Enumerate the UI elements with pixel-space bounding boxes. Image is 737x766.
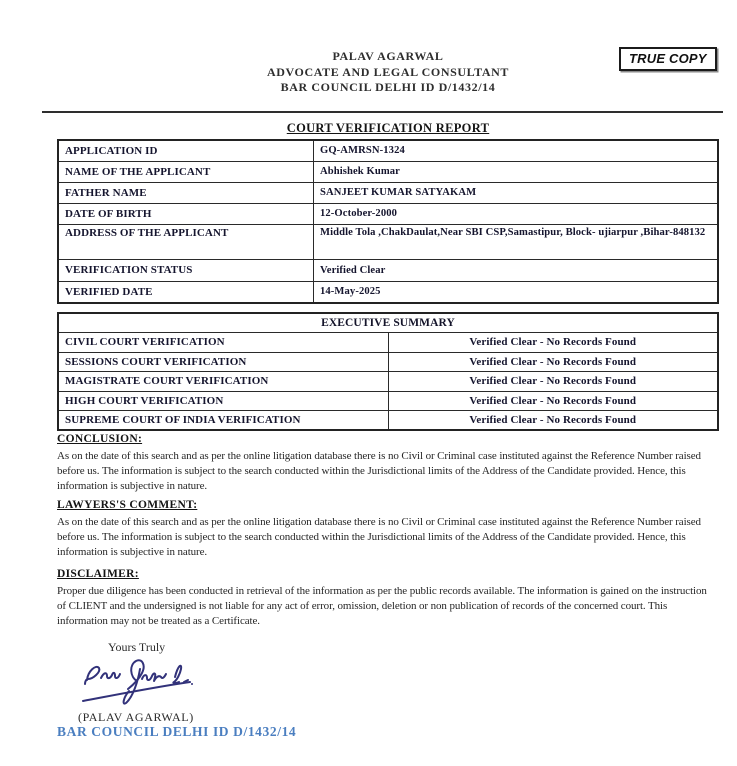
- executive-summary-title: EXECUTIVE SUMMARY: [58, 313, 718, 333]
- summary-value: Verified Clear - No Records Found: [388, 391, 718, 411]
- table-row: [58, 281, 718, 303]
- applicant-details-table: [57, 139, 719, 304]
- table-row: [58, 352, 718, 372]
- table-row: [58, 161, 718, 182]
- letterhead-role: ADVOCATE AND LEGAL CONSULTANT: [267, 64, 509, 79]
- summary-label: SESSIONS COURT VERIFICATION: [58, 352, 388, 372]
- table-row: [58, 372, 718, 392]
- table-row: [58, 224, 718, 259]
- section-lawyers-comment: [57, 499, 710, 560]
- section-heading: CONCLUSION:: [57, 433, 143, 445]
- section-disclaimer: [57, 568, 710, 629]
- section-body: As on the date of this search and as per the online litigation database there is no Civil or Criminal case instituted against the Reference Number raised before us. The information is subject to the search conducted within the Jurisdictional limits of the Address of the Candidate provided. Hence, this information is subjective in nature.: [57, 450, 701, 492]
- detail-value: Middle Tola ,ChakDaulat,Near SBI CSP,Samastipur, Block- ujiarpur ,Bihar-848132: [314, 224, 719, 259]
- detail-value: 12-October-2000: [314, 203, 719, 224]
- detail-value: Verified Clear: [314, 259, 719, 281]
- letterhead-name: PALAV AGARWAL: [332, 49, 444, 63]
- detail-value: Abhishek Kumar: [314, 161, 719, 182]
- detail-label: VERIFICATION STATUS: [58, 259, 314, 281]
- table-row: [58, 259, 718, 281]
- summary-label: SUPREME COURT OF INDIA VERIFICATION: [58, 411, 388, 431]
- detail-label: FATHER NAME: [58, 182, 314, 203]
- summary-label: MAGISTRATE COURT VERIFICATION: [58, 372, 388, 392]
- section-body: Proper due diligence has been conducted in retrieval of the information as per the public records available. The information is gained on the instruction of CLIENT and the undersigned is not liable for any act of error, omission, deletion or non publication of records of the concerned court. This information may not be treated as a Certificate.: [57, 585, 707, 627]
- detail-value: GQ-AMRSN-1324: [314, 140, 719, 161]
- section-heading: LAWYERS'S COMMENT:: [57, 499, 198, 511]
- detail-label: VERIFIED DATE: [58, 281, 314, 303]
- section-conclusion: [57, 433, 710, 494]
- executive-summary-table: [57, 312, 719, 431]
- handwritten-signature-icon: [80, 655, 200, 709]
- table-row: [58, 391, 718, 411]
- table-row: [58, 333, 718, 353]
- bar-council-id-line: BAR COUNCIL DELHI ID D/1432/14: [57, 724, 297, 739]
- signer-name: (PALAV AGARWAL): [78, 710, 194, 724]
- letterhead-bar-id: BAR COUNCIL DELHI ID D/1432/14: [280, 80, 496, 94]
- summary-value: Verified Clear - No Records Found: [388, 352, 718, 372]
- table-row: [58, 182, 718, 203]
- table-row: [58, 203, 718, 224]
- header-divider-rule: [42, 111, 723, 113]
- summary-value: Verified Clear - No Records Found: [388, 372, 718, 392]
- closing-yours-truly: Yours Truly: [108, 640, 166, 654]
- detail-value: 14-May-2025: [314, 281, 719, 303]
- section-heading: DISCLAIMER:: [57, 568, 139, 580]
- detail-label: APPLICATION ID: [58, 140, 314, 161]
- summary-value: Verified Clear - No Records Found: [388, 333, 718, 353]
- summary-value: Verified Clear - No Records Found: [388, 411, 718, 431]
- summary-label: HIGH COURT VERIFICATION: [58, 391, 388, 411]
- table-row: [58, 411, 718, 431]
- summary-label: CIVIL COURT VERIFICATION: [58, 333, 388, 353]
- table-row: [58, 140, 718, 161]
- detail-label: ADDRESS OF THE APPLICANT: [58, 224, 314, 259]
- detail-label: NAME OF THE APPLICANT: [58, 161, 314, 182]
- true-copy-stamp: TRUE COPY: [619, 47, 717, 71]
- detail-label: DATE OF BIRTH: [58, 203, 314, 224]
- report-title: COURT VERIFICATION REPORT: [286, 121, 490, 135]
- detail-value: SANJEET KUMAR SATYAKAM: [314, 182, 719, 203]
- section-body: As on the date of this search and as per the online litigation database there is no Civil or Criminal case instituted against the Reference Number raised before us. The information is subject to the search conducted within the Jurisdictional limits of the Address of the Candidate provided. Hence, this information is subjective in nature.: [57, 516, 701, 558]
- table-row: [58, 313, 718, 333]
